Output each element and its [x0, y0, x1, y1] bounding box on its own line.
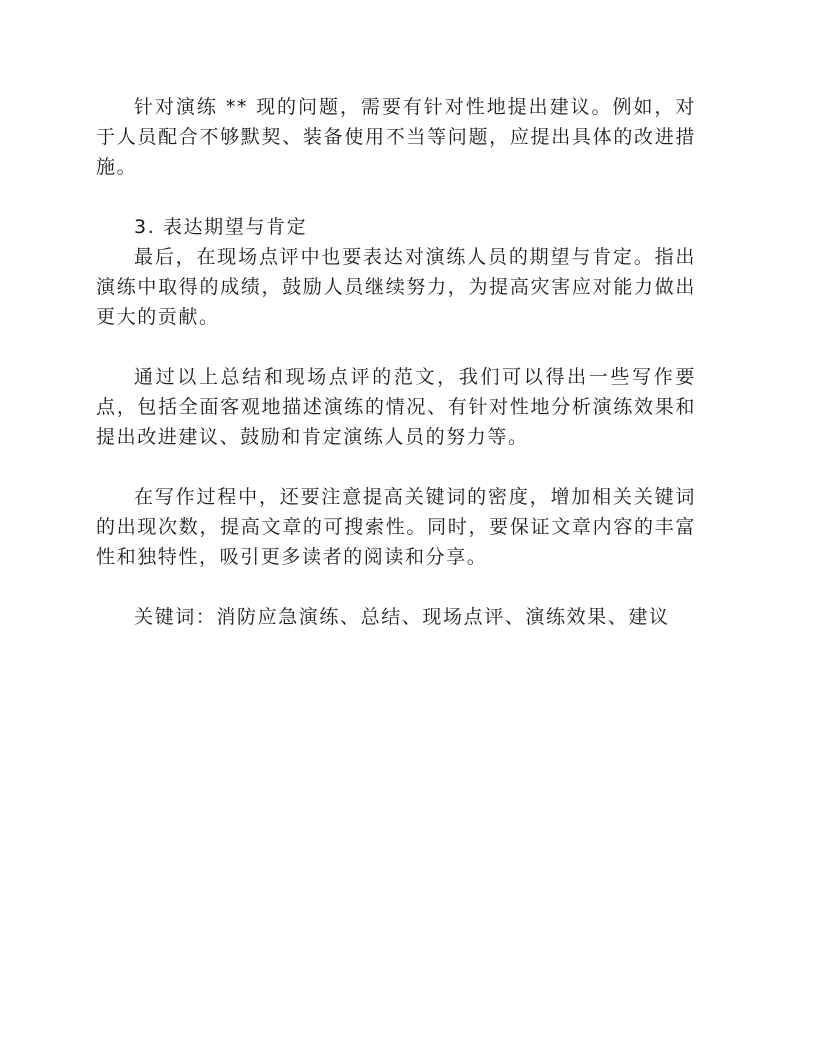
paragraph-keywords: 关键词：消防应急演练、总结、现场点评、演练效果、建议 [134, 606, 670, 628]
paragraph-suggestions: 针对演练 ** 现的问题，需要有针对性地提出建议。例如，对于人员配合不够默契、装备使用不当等问题，应提出具体的改进措施。 [96, 96, 696, 178]
paragraph-keyword-density: 在写作过程中，还要注意提高关键词的密度，增加相关关键词的出现次数，提高文章的可搜索性。同时，要保证文章内容的丰富性和独特性，吸引更多读者的阅读和分享。 [96, 486, 696, 568]
paragraph-writing-points: 通过以上总结和现场点评的范文，我们可以得出一些写作要点，包括全面客观地描述演练的情况、有针对性地分析演练效果和提出改进建议、鼓励和肯定演练人员的努力等。 [96, 366, 696, 448]
paragraph-expectations: 最后，在现场点评中也要表达对演练人员的期望与肯定。指出演练中取得的成绩，鼓励人员继续努力，为提高灾害应对能力做出更大的贡献。 [96, 246, 696, 328]
paragraph-gap [96, 572, 696, 602]
section-heading-expectations: 3. 表达期望与肯定 [134, 216, 308, 238]
document-body [96, 92, 696, 632]
paragraph-gap [96, 452, 696, 482]
paragraph-gap [96, 332, 696, 362]
paragraph-gap [96, 182, 696, 212]
